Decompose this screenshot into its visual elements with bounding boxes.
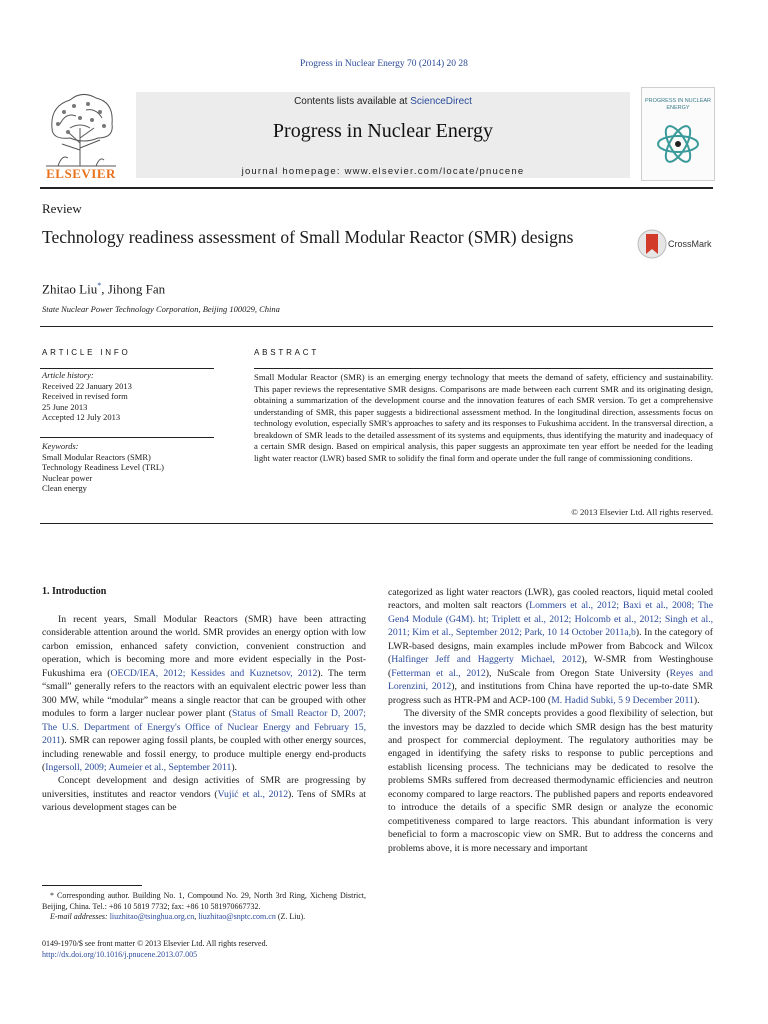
- citation-link[interactable]: Ingersoll, 2009; Aumeier et al., September 2011: [45, 761, 232, 773]
- author-1: Zhitao Liu: [42, 281, 98, 297]
- journal-homepage[interactable]: journal homepage: www.elsevier.com/locate/pnucene: [241, 166, 525, 177]
- abstract-copyright: © 2013 Elsevier Ltd. All rights reserved.: [571, 507, 713, 517]
- text-run: ), W-SMR from Westinghouse (: [388, 654, 713, 679]
- sciencedirect-link[interactable]: ScienceDirect: [410, 96, 472, 107]
- paragraph: [388, 586, 713, 707]
- author-2: , Jihong Fan: [101, 281, 166, 297]
- footnote-emails: [42, 912, 366, 923]
- keyword-item: Technology Readiness Level (TRL): [42, 462, 164, 473]
- cover-title: PROGRESS IN NUCLEAR ENERGY: [644, 98, 711, 111]
- body-left-column: [42, 613, 366, 815]
- history-label: Article history:: [42, 370, 94, 380]
- abstract-text: Small Modular Reactor (SMR) is an emerging energy technology that meets the demand of safety, efficiency and sustainability. This paper reviews the representative SMR designs. Comparisons are made between each current SMR and its originating design, obtaining a summarization of the development course and the innovation features of each SMR version. To get a comprehensive understanding of SMR, this paper suggests a bidirectional assessment method. In the longitudinal direction, assessments focus on technology evolution, especially SMR's approaches to safety and its responses to Fukushima accident. In the transversal direction, a breakdown of SMR leads to the detailed assessment of its systems and equipments, thus identifying the maturity and inadequacy of a certain SMR design. Based on empirical analysis, this paper suggests an approximate ten year effort be needed for the leading light water reactor (LWR) based SMR to solidify the final form and operate under the full range of commissioning conditions.: [254, 372, 713, 463]
- section-title: 1. Introduction: [42, 586, 107, 597]
- text-run: In recent years, Small Modular Reactors (SMR) have been attracting considerable attention around the world. SMR provides an energy option with low carbon emission, enhanced safety conviction, convenient construction and operation, which is becoming more and more evident especially in the Post-Fukushima era (: [42, 614, 366, 679]
- text-run: ).: [231, 761, 237, 773]
- article-title: Technology readiness assessment of Small Modular Reactor (SMR) designs: [42, 227, 574, 247]
- history-item: Accepted 12 July 2013: [42, 412, 121, 423]
- citation-link[interactable]: Reyes and Lorenzini, 2012: [388, 667, 713, 693]
- text-run: ). Tens of SMRs at various development stages can be: [42, 788, 366, 814]
- paragraph: The diversity of the SMR concepts provides a good flexibility of selection, but the investors may be dazzled to decide which SMR design has the best maturity and prospect for commercial deployment. The regulatory authorities may be engaged in identifying the safety risks to response to public perceptions and establish licensing process. The technicians may be dedicated to resolve the problems SMRs suffered from decreased thermodynamic efficiencies and neutron economy compared to large reactors. The published papers and reports endeavored to introduce the details of a specific SMR design or analyze the economic competitiveness compared to large reactors. This abundant information is very beneficial to form a macroscopic view on SMR. But to address the concerns and problems above, it is more necessary and important: [388, 708, 713, 854]
- contents-prefix: Contents lists available at: [294, 96, 411, 107]
- citation-link[interactable]: Vujić et al., 2012: [217, 788, 289, 800]
- journal-banner: [136, 92, 630, 178]
- abstract-heading: ABSTRACT: [254, 348, 320, 357]
- email-label: E-mail addresses:: [50, 912, 110, 922]
- email-link[interactable]: liuzhitao@snptc.com.cn: [198, 912, 276, 922]
- keyword-item: Clean energy: [42, 483, 87, 494]
- issn-line: 0149-1970/$ see front matter © 2013 Elsevier Ltd. All rights reserved.: [42, 939, 268, 948]
- citation-link[interactable]: Lommers et al., 2012; Baxi et al., 2008; The Gen4 Module (G4M). ht; Triplett et al., 2012; Holcomb et al., 2012; Singh et al., 2011; Kim et al., September 2012; Park, 10 14 October 2011a,b: [388, 600, 713, 639]
- text-run: ), and institutions from China have reported the up-to-date SMR progress such as HTR-PM and ACP-100 (: [388, 681, 713, 706]
- info-rule-1: [40, 368, 214, 369]
- keywords: [42, 441, 214, 494]
- text-run: Concept development and design activities of SMR are progressing by universities, institutes and reactor vendors (: [42, 775, 366, 800]
- footnote: [42, 891, 366, 923]
- article-type: Review: [42, 201, 82, 216]
- footnote-corresponding: * Corresponding author. Building No. 1, Compound No. 29, North 3rd Ring, Xicheng District, Beijing, China. Tel.: +86 10 5819 7732; fax: +86 10 581970667732.: [42, 891, 366, 911]
- footnote-rule: [42, 885, 142, 886]
- atom-icon: [656, 122, 700, 166]
- text-run: ).: [693, 694, 700, 706]
- text-run: ), NuScale from Oregon State University (: [485, 667, 670, 679]
- body-right-column: [388, 586, 713, 855]
- citation-link[interactable]: OECD/IEA, 2012; Kessides and Kuznetsov, 2012: [110, 667, 318, 679]
- citation-link[interactable]: Status of Small Reactor D, 2007; The U.S. Department of Energy's Office of Nuclear Energy and February 15, 2011: [42, 708, 367, 747]
- journal-name: Progress in Nuclear Energy: [272, 120, 494, 142]
- text-run: ,: [194, 912, 199, 922]
- crossmark-icon: [637, 228, 667, 260]
- paragraph: [42, 613, 366, 774]
- citation-link[interactable]: Halfinger Jeff and Haggerty Michael, 2012: [391, 654, 582, 666]
- history-item: Received in revised form: [42, 391, 128, 402]
- keyword-item: Nuclear power: [42, 472, 93, 483]
- affiliation: State Nuclear Power Technology Corporation, Beijing 100029, China: [42, 304, 280, 314]
- journal-citation[interactable]: Progress in Nuclear Energy 70 (2014) 20 28: [300, 59, 468, 69]
- paragraph: [42, 774, 366, 814]
- history-item: 25 June 2013: [42, 401, 88, 412]
- doi-link[interactable]: http://dx.doi.org/10.1016/j.pnucene.2013.07.005: [42, 950, 198, 959]
- article-history: [42, 370, 214, 423]
- text-run: ). The term “small” generally refers to the reactors with an equivalent electric power less than 300 MW, while “modular” means a single reactor that can be grouped with other modules to form a larger nuclear power plant (: [42, 667, 366, 720]
- keyword-item: Small Modular Reactors (SMR): [42, 451, 151, 462]
- publisher-name: ELSEVIER: [46, 166, 116, 181]
- keywords-label: Keywords:: [42, 441, 79, 451]
- info-top-rule: [40, 326, 713, 327]
- text-run: categorized as light water reactors (LWR), gas cooled reactors, liquid metal cooled reactors, and molten salt reactors (: [388, 587, 713, 612]
- history-item: Received 22 January 2013: [42, 380, 132, 391]
- crossmark-label: CrossMark: [668, 239, 712, 249]
- info-rule-2: [40, 437, 214, 438]
- abstract-bottom-rule: [40, 523, 713, 524]
- citation-link[interactable]: M. Hadid Subki, 5 9 December 2011: [551, 694, 694, 706]
- email-link[interactable]: liuzhitao@tsinghua.org.cn: [109, 912, 195, 922]
- citation-link[interactable]: Fetterman et al., 2012: [391, 667, 486, 679]
- authors: [42, 281, 165, 297]
- text-run: (Z. Liu).: [275, 912, 306, 922]
- journal-cover-thumbnail: [641, 87, 715, 181]
- text-run: ). SMR can repower aging fossil plants, be coupled with other energy sources, including renewable and fossil energy, to produce multiple energy end-products (: [42, 735, 366, 773]
- contents-line: [136, 96, 630, 107]
- corresponding-mark[interactable]: *: [97, 281, 102, 290]
- article-info-heading: ARTICLE INFO: [42, 348, 131, 357]
- header-rule: [40, 187, 713, 189]
- issn-block: [42, 938, 366, 960]
- text-run: ). In the category of LWR-based designs, main examples include mPower from Babcock and Wilcox (: [388, 627, 713, 666]
- abstract-rule: [254, 368, 713, 369]
